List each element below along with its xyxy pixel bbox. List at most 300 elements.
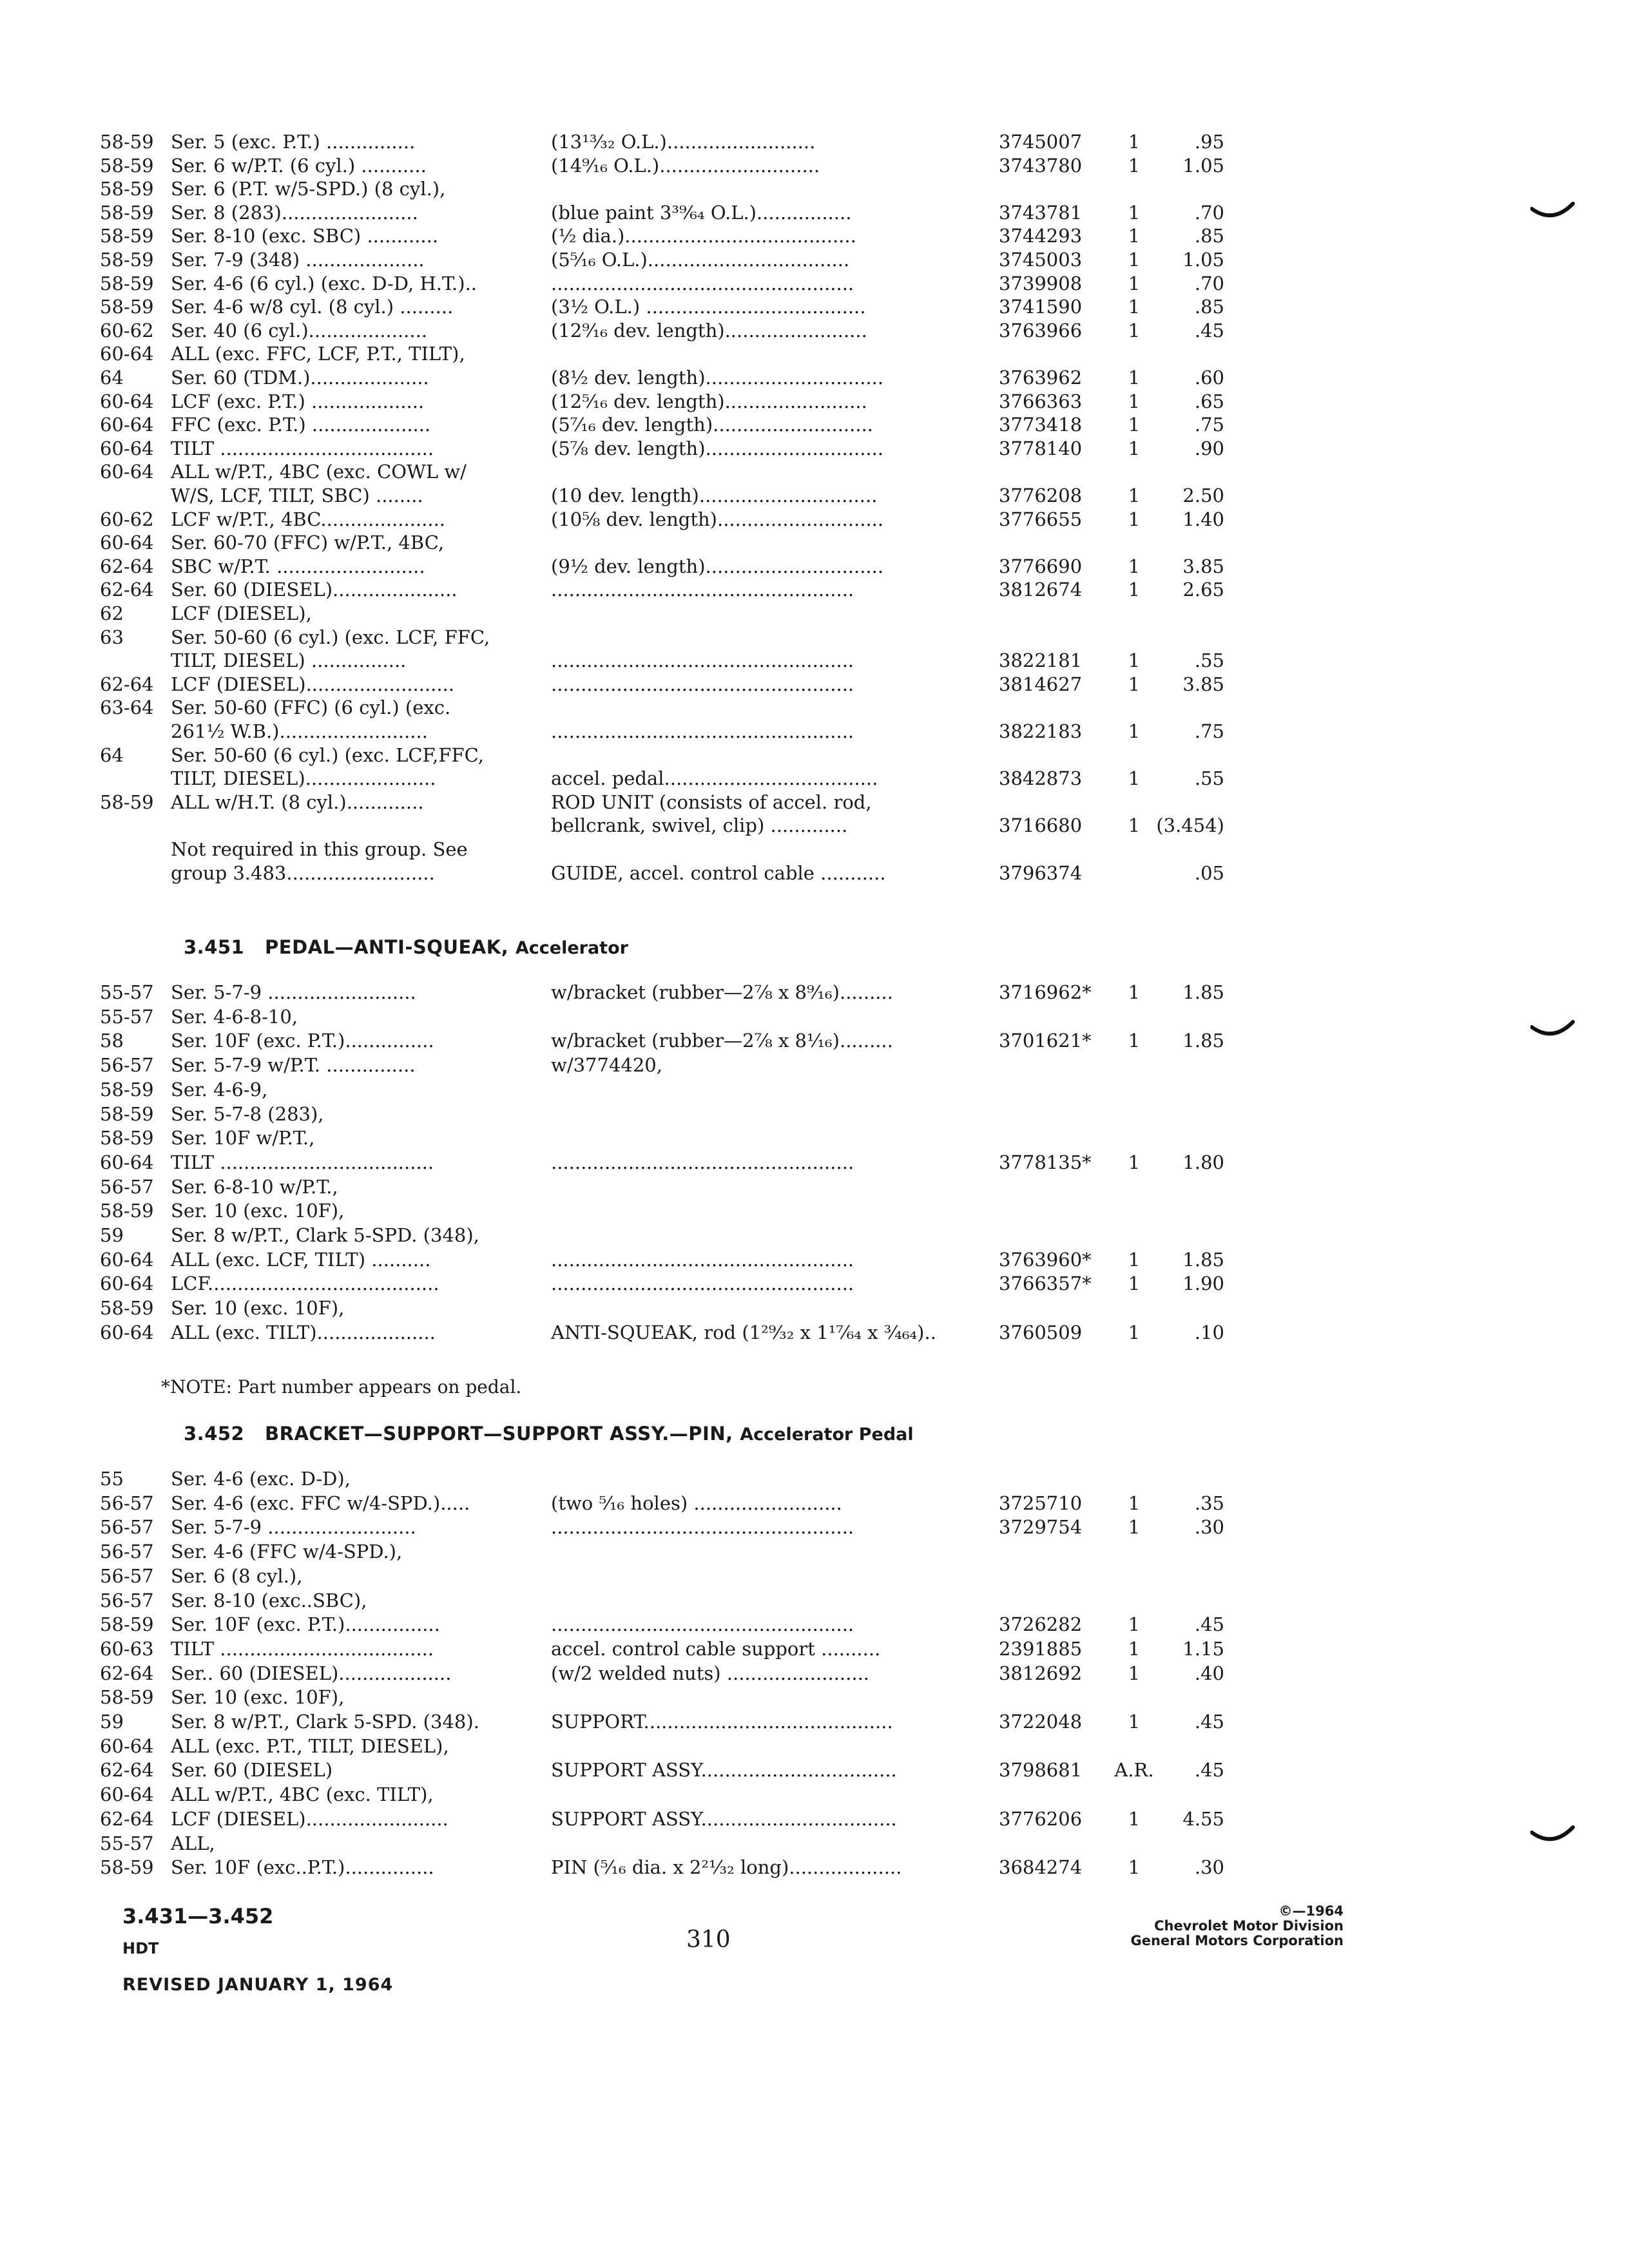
description-cell: (w/2 welded nuts) ........................: [551, 1662, 870, 1684]
description-cell: ...................................................: [551, 1248, 854, 1271]
table-row: [0, 295, 1629, 318]
model-cell: Ser. 5-7-9 .........................: [171, 981, 416, 1003]
table-row: [0, 1005, 1629, 1028]
price-cell: .30: [1194, 1856, 1224, 1879]
model-cell: Ser. 10F w/P.T.,: [171, 1127, 315, 1149]
model-cell: Not required in this group. See: [171, 838, 468, 860]
year-cell: 58: [100, 1030, 124, 1052]
part-number-cell: 3741590: [999, 296, 1083, 318]
part-number-cell: 3842873: [999, 767, 1083, 790]
table-row: [0, 602, 1629, 625]
part-number-cell: 3743781: [999, 201, 1083, 224]
model-cell: ALL w/H.T. (8 cyl.).............: [171, 791, 424, 813]
table-row: [0, 1321, 1629, 1344]
year-cell: 60-64: [100, 390, 154, 412]
quantity-cell: 1: [1128, 131, 1141, 153]
model-cell: TILT ....................................: [171, 437, 434, 459]
model-cell: Ser. 10F (exc. P.T.)................: [171, 1613, 440, 1636]
part-number-cell: 3743780: [999, 154, 1083, 177]
quantity-cell: 1: [1128, 154, 1141, 177]
model-cell: Ser. 4-6 w/8 cyl. (8 cyl.) .........: [171, 296, 454, 318]
year-cell: 60-62: [100, 319, 154, 341]
description-cell: ...................................................: [551, 720, 854, 742]
table-row: [0, 1735, 1629, 1758]
section-subtitle: Accelerator Pedal: [740, 1425, 914, 1445]
table-row: [0, 460, 1629, 483]
table-row: [0, 531, 1629, 554]
description-cell: (13¹³⁄₃₂ O.L.).........................: [551, 131, 816, 153]
table-row: [0, 1126, 1629, 1149]
year-cell: 59: [100, 1711, 124, 1733]
table-row: [0, 1224, 1629, 1247]
quantity-cell: 1: [1128, 296, 1141, 318]
year-cell: 58-59: [100, 1200, 154, 1222]
price-cell: 1.80: [1182, 1151, 1224, 1173]
model-cell: Ser. 60 (TDM.)....................: [171, 367, 429, 389]
table-row: [0, 1856, 1629, 1879]
part-number-cell: 3716962*: [999, 981, 1092, 1003]
model-cell: Ser. 50-60 (FFC) (6 cyl.) (exc.: [171, 697, 451, 719]
year-cell: 60-64: [100, 437, 154, 459]
price-cell: 1.90: [1182, 1273, 1224, 1295]
model-cell: Ser. 8 w/P.T., Clark 5-SPD. (348),: [171, 1224, 479, 1246]
division: Chevrolet Motor Division: [1154, 1918, 1344, 1934]
table-row: [0, 814, 1629, 837]
model-cell: Ser.. 60 (DIESEL)...................: [171, 1662, 452, 1684]
part-number-cell: 3812674: [999, 579, 1083, 601]
quantity-cell: 1: [1128, 720, 1141, 742]
price-cell: .30: [1194, 1516, 1224, 1539]
binder-mark: [1530, 1823, 1576, 1849]
model-cell: Ser. 6 (8 cyl.),: [171, 1564, 303, 1587]
quantity-cell: 1: [1128, 1637, 1141, 1660]
table-row: [0, 1540, 1629, 1563]
year-cell: 58-59: [100, 1686, 154, 1709]
description-cell: (12⁵⁄₁₆ dev. length)........................: [551, 390, 867, 412]
year-cell: 58-59: [100, 1856, 154, 1879]
part-number-cell: 3814627: [999, 673, 1083, 695]
description-cell: ...................................................: [551, 272, 854, 294]
part-number-cell: 3822181: [999, 649, 1083, 672]
quantity-cell: 1: [1128, 414, 1141, 436]
table-row: [0, 413, 1629, 436]
model-cell: FFC (exc. P.T.) ....................: [171, 414, 431, 436]
table-row: [0, 1053, 1629, 1077]
model-cell: LCF (DIESEL)........................: [171, 1807, 448, 1830]
year-cell: 55-57: [100, 1005, 154, 1028]
description-cell: ...................................................: [551, 1273, 854, 1295]
year-cell: 62: [100, 602, 124, 624]
year-cell: 62-64: [100, 1759, 154, 1782]
model-cell: Ser. 4-6-9,: [171, 1078, 268, 1100]
year-cell: 59: [100, 1224, 124, 1246]
price-cell: 1.85: [1182, 981, 1224, 1003]
description-cell: ROD UNIT (consists of accel. rod,: [551, 791, 872, 813]
model-cell: Ser. 4-6 (6 cyl.) (exc. D-D, H.T.)..: [171, 272, 477, 294]
year-cell: 62-64: [100, 555, 154, 577]
year-cell: 58-59: [100, 201, 154, 224]
model-cell: Ser. 8-10 (exc..SBC),: [171, 1589, 367, 1611]
model-cell: W/S, LCF, TILT, SBC) ........: [171, 485, 423, 506]
model-cell: TILT, DIESEL)......................: [171, 767, 436, 790]
quantity-cell: 1: [1128, 1662, 1141, 1684]
quantity-cell: 1: [1128, 1248, 1141, 1271]
price-cell: .45: [1194, 1759, 1224, 1782]
model-cell: Ser. 5-7-8 (283),: [171, 1102, 324, 1125]
model-cell: Ser. 10F (exc. P.T.)...............: [171, 1030, 434, 1052]
description-cell: (3½ O.L.) .....................................: [551, 296, 866, 318]
model-cell: Ser. 4-6 (FFC w/4-SPD.),: [171, 1541, 403, 1563]
year-cell: 63: [100, 626, 124, 648]
year-cell: 60-63: [100, 1637, 154, 1660]
model-cell: Ser. 4-6-8-10,: [171, 1005, 298, 1028]
quantity-cell: 1: [1128, 319, 1141, 341]
page-number: 310: [686, 1927, 731, 1953]
table-row: [0, 981, 1629, 1004]
model-cell: LCF (DIESEL),: [171, 602, 312, 624]
year-cell: 60-64: [100, 1151, 154, 1173]
table-row: [0, 673, 1629, 696]
part-number-cell: 3776206: [999, 1807, 1083, 1830]
description-cell: GUIDE, accel. control cable ...........: [551, 861, 886, 884]
model-cell: 261½ W.B.).........................: [171, 720, 428, 742]
binder-mark: [1530, 200, 1576, 226]
corporation: General Motors Corporation: [1130, 1933, 1344, 1948]
quantity-cell: 1: [1128, 508, 1141, 530]
table-row: [0, 1783, 1629, 1806]
model-cell: Ser. 4-6 (exc. D-D),: [171, 1468, 351, 1490]
year-cell: 56-57: [100, 1516, 154, 1539]
year-cell: 62-64: [100, 1807, 154, 1830]
copyright: ©—1964: [1278, 1903, 1344, 1919]
model-cell: Ser. 40 (6 cyl.)....................: [171, 319, 428, 341]
year-cell: 64: [100, 367, 124, 389]
section-subtitle: Accelerator: [515, 938, 628, 958]
model-cell: ALL w/P.T., 4BC (exc. COWL w/: [171, 461, 467, 483]
table-row: [0, 201, 1629, 224]
price-cell: .45: [1194, 319, 1224, 341]
part-number-cell: 3778140: [999, 437, 1083, 459]
year-cell: 58-59: [100, 1102, 154, 1125]
part-number-cell: 3726282: [999, 1613, 1083, 1636]
price-cell: 3.85: [1182, 673, 1224, 695]
description-cell: w/bracket (rubber—2⅞ x 8⁹⁄₁₆).........: [551, 981, 893, 1003]
part-number-cell: 3796374: [999, 861, 1083, 884]
description-cell: accel. pedal....................................: [551, 767, 878, 790]
description-cell: (blue paint 3³⁹⁄₆₄ O.L.)................: [551, 201, 852, 224]
model-cell: ALL (exc. TILT)....................: [171, 1321, 436, 1343]
table-row: [0, 838, 1629, 861]
price-cell: .75: [1194, 414, 1224, 436]
section-heading-3-452: [184, 1423, 914, 1445]
revised-date: REVISED JANUARY 1, 1964: [122, 1975, 394, 1995]
table-row: [0, 508, 1629, 531]
table-row: [0, 696, 1629, 719]
description-cell: (5⁵⁄₁₆ O.L.)..................................: [551, 249, 850, 271]
model-cell: ALL w/P.T., 4BC (exc. TILT),: [171, 1783, 434, 1806]
model-cell: LCF.......................................: [171, 1273, 439, 1295]
part-number-cell: 3716680: [999, 814, 1083, 837]
description-cell: w/bracket (rubber—2⅞ x 8¹⁄₁₆).........: [551, 1030, 893, 1052]
part-number-cell: 3766363: [999, 390, 1083, 412]
part-number-cell: 3798681: [999, 1759, 1083, 1782]
description-cell: w/3774420,: [551, 1054, 662, 1077]
price-cell: 1.85: [1182, 1248, 1224, 1271]
part-number-cell: 3822183: [999, 720, 1083, 742]
section-code: 3.451: [184, 936, 245, 958]
description-cell: (9½ dev. length)..............................: [551, 555, 884, 577]
part-number-cell: 3684274: [999, 1856, 1083, 1879]
part-number-cell: 3725710: [999, 1492, 1083, 1514]
quantity-cell: 1: [1128, 1492, 1141, 1514]
quantity-cell: 1: [1128, 555, 1141, 577]
year-cell: 60-64: [100, 343, 154, 365]
description-cell: bellcrank, swivel, clip) .............: [551, 814, 848, 837]
model-cell: Ser. 8 w/P.T., Clark 5-SPD. (348).: [171, 1711, 479, 1733]
model-cell: SBC w/P.T. .........................: [171, 555, 425, 577]
part-number-cell: 3776208: [999, 485, 1083, 506]
price-cell: .75: [1194, 720, 1224, 742]
description-cell: (12⁹⁄₁₆ dev. length)........................: [551, 319, 867, 341]
year-cell: 56-57: [100, 1541, 154, 1563]
year-cell: 55-57: [100, 1832, 154, 1854]
year-cell: 60-64: [100, 414, 154, 436]
quantity-cell: 1: [1128, 485, 1141, 506]
table-row: [0, 272, 1629, 295]
year-cell: 56-57: [100, 1589, 154, 1611]
table-row: [0, 744, 1629, 767]
table-row: [0, 1564, 1629, 1588]
table-row: [0, 1272, 1629, 1295]
year-cell: 62-64: [100, 1662, 154, 1684]
model-cell: TILT ....................................: [171, 1151, 434, 1173]
description-cell: PIN (⁵⁄₁₆ dia. x 2²¹⁄₃₂ long)...................: [551, 1856, 902, 1879]
table-row: [0, 484, 1629, 507]
description-cell: (½ dia.).......................................: [551, 225, 856, 247]
quantity-cell: 1: [1128, 981, 1141, 1003]
description-cell: SUPPORT..........................................: [551, 1711, 893, 1733]
year-cell: 58-59: [100, 1613, 154, 1636]
table-row: [0, 130, 1629, 153]
model-cell: ALL (exc. FFC, LCF, P.T., TILT),: [171, 343, 465, 365]
table-row: [0, 1758, 1629, 1782]
table-row: [0, 1467, 1629, 1490]
description-cell: (10 dev. length)..............................: [551, 485, 878, 506]
quantity-cell: 1: [1128, 437, 1141, 459]
year-cell: 55-57: [100, 981, 154, 1003]
year-cell: 60-64: [100, 1783, 154, 1806]
table-row: [0, 1832, 1629, 1855]
page-range: 3.431—3.452: [122, 1904, 274, 1928]
year-cell: 60-64: [100, 1273, 154, 1295]
description-cell: ANTI-SQUEAK, rod (1²⁹⁄₃₂ x 1¹⁷⁄₆₄ x ¾₆₄)..: [551, 1321, 936, 1343]
part-number-cell: 3745003: [999, 249, 1083, 271]
part-number-cell: 3729754: [999, 1516, 1083, 1539]
quantity-cell: 1: [1128, 249, 1141, 271]
description-cell: (10⅝ dev. length)............................: [551, 508, 884, 530]
table-row: [0, 1029, 1629, 1052]
section-heading-3-451: [184, 936, 628, 958]
quantity-cell: 1: [1128, 767, 1141, 790]
part-number-cell: 3745007: [999, 131, 1083, 153]
model-cell: LCF (exc. P.T.) ...................: [171, 390, 425, 412]
price-cell: 3.85: [1182, 555, 1224, 577]
year-cell: 58-59: [100, 154, 154, 177]
model-cell: ALL,: [171, 1832, 215, 1854]
model-cell: Ser. 6 (P.T. w/5-SPD.) (8 cyl.),: [171, 178, 446, 200]
footnote: *NOTE: Part number appears on pedal.: [161, 1376, 522, 1398]
year-cell: 56-57: [100, 1054, 154, 1077]
part-number-cell: 3722048: [999, 1711, 1083, 1733]
year-cell: 60-64: [100, 532, 154, 554]
year-cell: 60-64: [100, 1248, 154, 1271]
model-code: HDT: [122, 1939, 159, 1957]
year-cell: 56-57: [100, 1175, 154, 1198]
year-cell: 58-59: [100, 1297, 154, 1320]
year-cell: 63-64: [100, 697, 154, 719]
year-cell: 62-64: [100, 579, 154, 601]
model-cell: Ser. 10F (exc..P.T.)...............: [171, 1856, 434, 1879]
part-number-cell: 3744293: [999, 225, 1083, 247]
table-row: [0, 1492, 1629, 1515]
table-row: [0, 224, 1629, 247]
model-cell: TILT, DIESEL) ................: [171, 649, 407, 672]
quantity-cell: 1: [1128, 225, 1141, 247]
section-title: BRACKET—SUPPORT—SUPPORT ASSY.—PIN,: [265, 1423, 733, 1445]
description-cell: ...................................................: [551, 673, 854, 695]
table-row: [0, 626, 1629, 649]
model-cell: Ser. 7-9 (348) ....................: [171, 249, 425, 271]
model-cell: Ser. 8-10 (exc. SBC) ............: [171, 225, 439, 247]
model-cell: ALL (exc. LCF, TILT) ..........: [171, 1248, 431, 1271]
description-cell: ...................................................: [551, 1613, 854, 1636]
description-cell: (5⅞ dev. length)..............................: [551, 437, 884, 459]
year-cell: 62-64: [100, 673, 154, 695]
price-cell: 4.55: [1182, 1807, 1224, 1830]
publisher-credit: [1095, 1904, 1344, 1948]
description-cell: SUPPORT ASSY.................................: [551, 1759, 897, 1782]
year-cell: 60-64: [100, 461, 154, 483]
price-cell: 1.85: [1182, 1030, 1224, 1052]
price-cell: .70: [1194, 201, 1224, 224]
table-row: [0, 437, 1629, 460]
table-row: [0, 177, 1629, 200]
year-cell: 58-59: [100, 1127, 154, 1149]
model-cell: LCF (DIESEL).........................: [171, 673, 455, 695]
description-cell: SUPPORT ASSY.................................: [551, 1807, 897, 1830]
model-cell: Ser. 50-60 (6 cyl.) (exc. LCF, FFC,: [171, 626, 490, 648]
table-row: [0, 154, 1629, 177]
model-cell: LCF w/P.T., 4BC.....................: [171, 508, 446, 530]
table-row: [0, 1710, 1629, 1733]
table-row: [0, 1807, 1629, 1831]
price-cell: .55: [1194, 767, 1224, 790]
part-number-cell: 3776655: [999, 508, 1083, 530]
price-cell: .85: [1194, 296, 1224, 318]
part-number-cell: 3739908: [999, 272, 1083, 294]
description-cell: (5⁷⁄₁₆ dev. length)...........................: [551, 414, 874, 436]
year-cell: 58-59: [100, 178, 154, 200]
price-cell: (3.454): [1156, 814, 1224, 837]
model-cell: group 3.483.........................: [171, 861, 435, 884]
year-cell: 58-59: [100, 225, 154, 247]
part-number-cell: 3763960*: [999, 1248, 1092, 1271]
part-number-cell: 3760509: [999, 1321, 1083, 1343]
description-cell: ...................................................: [551, 1151, 854, 1173]
table-row: [0, 555, 1629, 578]
section-code: 3.452: [184, 1423, 245, 1445]
model-cell: TILT ....................................: [171, 1637, 434, 1660]
part-number-cell: 3701621*: [999, 1030, 1092, 1052]
table-row: [0, 1248, 1629, 1271]
price-cell: .60: [1194, 367, 1224, 389]
model-cell: Ser. 5 (exc. P.T.) ...............: [171, 131, 416, 153]
quantity-cell: 1: [1128, 579, 1141, 601]
quantity-cell: 1: [1128, 272, 1141, 294]
quantity-cell: 1: [1128, 201, 1141, 224]
model-cell: Ser. 8 (283).......................: [171, 201, 418, 224]
quantity-cell: 1: [1128, 673, 1141, 695]
price-cell: 1.15: [1182, 1637, 1224, 1660]
quantity-cell: 1: [1128, 1807, 1141, 1830]
part-number-cell: 3773418: [999, 414, 1083, 436]
year-cell: 60-64: [100, 1735, 154, 1757]
part-number-cell: 3763962: [999, 367, 1083, 389]
price-cell: .40: [1194, 1662, 1224, 1684]
model-cell: ALL (exc. P.T., TILT, DIESEL),: [171, 1735, 449, 1757]
table-row: [0, 1151, 1629, 1174]
model-cell: Ser. 10 (exc. 10F),: [171, 1297, 345, 1320]
quantity-cell: 1: [1128, 814, 1141, 837]
table-row: [0, 767, 1629, 790]
table-row: [0, 720, 1629, 743]
price-cell: .65: [1194, 390, 1224, 412]
part-number-cell: 3766357*: [999, 1273, 1092, 1295]
part-number-cell: 3812692: [999, 1662, 1083, 1684]
price-cell: .90: [1194, 437, 1224, 459]
year-cell: 56-57: [100, 1564, 154, 1587]
description-cell: ...................................................: [551, 1516, 854, 1539]
price-cell: 1.05: [1182, 249, 1224, 271]
part-number-cell: 2391885: [999, 1637, 1083, 1660]
description-cell: ...................................................: [551, 579, 854, 601]
year-cell: 55: [100, 1468, 124, 1490]
model-cell: Ser. 6 w/P.T. (6 cyl.) ...........: [171, 154, 427, 177]
model-cell: Ser. 4-6 (exc. FFC w/4-SPD.).....: [171, 1492, 470, 1514]
year-cell: 58-59: [100, 131, 154, 153]
table-row: [0, 319, 1629, 342]
table-row: [0, 342, 1629, 365]
model-cell: Ser. 10 (exc. 10F),: [171, 1686, 345, 1709]
year-cell: 64: [100, 744, 124, 766]
quantity-cell: 1: [1128, 1030, 1141, 1052]
part-number-cell: 3763966: [999, 319, 1083, 341]
table-row: [0, 861, 1629, 885]
year-cell: 58-59: [100, 1078, 154, 1100]
table-row: [0, 366, 1629, 389]
quantity-cell: 1: [1128, 1151, 1141, 1173]
table-row: [0, 248, 1629, 271]
binder-mark: [1530, 1018, 1576, 1044]
quantity-cell: 1: [1128, 1273, 1141, 1295]
quantity-cell: A.R.: [1114, 1759, 1154, 1782]
model-cell: Ser. 6-8-10 w/P.T.,: [171, 1175, 338, 1198]
description-cell: (14⁹⁄₁₆ O.L.)...........................: [551, 154, 820, 177]
part-number-cell: 3776690: [999, 555, 1083, 577]
year-cell: 58-59: [100, 272, 154, 294]
quantity-cell: 1: [1128, 390, 1141, 412]
model-cell: Ser. 10 (exc. 10F),: [171, 1200, 345, 1222]
